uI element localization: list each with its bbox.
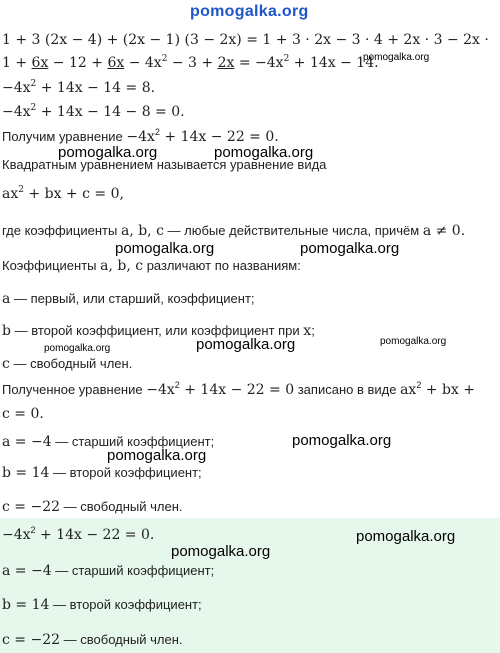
watermark: pomogalka.org	[300, 240, 400, 257]
expansion-line-2: $1 + 6x - 12 + 6x - 4x^2 - 3 + 2x = -4x^2 + 14x - 14$.	[2, 54, 379, 71]
result-coefficient-c: c = −22 — свободный член.	[2, 499, 183, 515]
coefficient-a-description: a — первый, или старший, коэффициент;	[2, 291, 255, 307]
answer-coefficient-b: b = 14 — второй коэффициент;	[2, 597, 202, 613]
watermark: pomogalka.org	[292, 432, 392, 449]
form-statement-line-1: Полученное уравнение $-4x^2 + 14x - 22 = 0$ записано в виде $ax^2$ + bx +	[2, 380, 476, 398]
obtained-equation-line: Получим уравнение $-4x^2 + 14x - 22 = 0$.	[2, 127, 279, 145]
result-coefficient-a: a = −4 — старший коэффициент;	[2, 434, 215, 450]
site-title-watermark: pomogalka.org	[190, 3, 309, 20]
result-coefficient-b: b = 14 — второй коэффициент;	[2, 465, 202, 481]
general-form: $ax^2$ + bx + c = 0,	[2, 185, 124, 202]
answer-equation: $-4x^2 + 14x - 22 = 0$.	[2, 525, 155, 543]
coefficient-names-intro: Коэффициенты a, b, c различают по названиям:	[2, 258, 301, 274]
watermark: pomogalka.org	[363, 52, 430, 63]
expansion-line-4: $-4x^2 + 14x - 14 - 8 = 0$.	[2, 103, 185, 120]
watermark: pomogalka.org	[196, 336, 296, 353]
watermark: pomogalka.org	[214, 144, 314, 161]
quadratic-definition: Квадратным уравнением называется уравнение вида	[2, 157, 327, 172]
watermark: pomogalka.org	[115, 240, 215, 257]
expansion-line-3: $-4x^2 + 14x - 14 = 8$.	[2, 79, 156, 96]
form-statement-line-2: c = 0.	[2, 406, 44, 422]
watermark: pomogalka.org	[380, 336, 447, 347]
watermark: pomogalka.org	[171, 543, 271, 560]
answer-coefficient-a: a = −4 — старший коэффициент;	[2, 563, 215, 579]
answer-coefficient-c: c = −22 — свободный член.	[2, 632, 183, 648]
expansion-line-1: 1 + 3 (2x − 4) + (2x − 1) (3 − 2x) = 1 + 3 · 2x − 3 · 4 + 2x · 3 − 2x ·	[2, 32, 489, 48]
watermark: pomogalka.org	[58, 144, 158, 161]
watermark: pomogalka.org	[107, 447, 207, 464]
coefficient-condition: где коэффициенты a, b, c — любые действительные числа, причём a ≠ 0.	[2, 223, 466, 239]
watermark: pomogalka.org	[44, 343, 111, 354]
watermark: pomogalka.org	[356, 528, 456, 545]
coefficient-c-description: c — свободный член.	[2, 356, 133, 372]
coefficient-b-description: b — второй коэффициент, или коэффициент при x;	[2, 323, 315, 339]
